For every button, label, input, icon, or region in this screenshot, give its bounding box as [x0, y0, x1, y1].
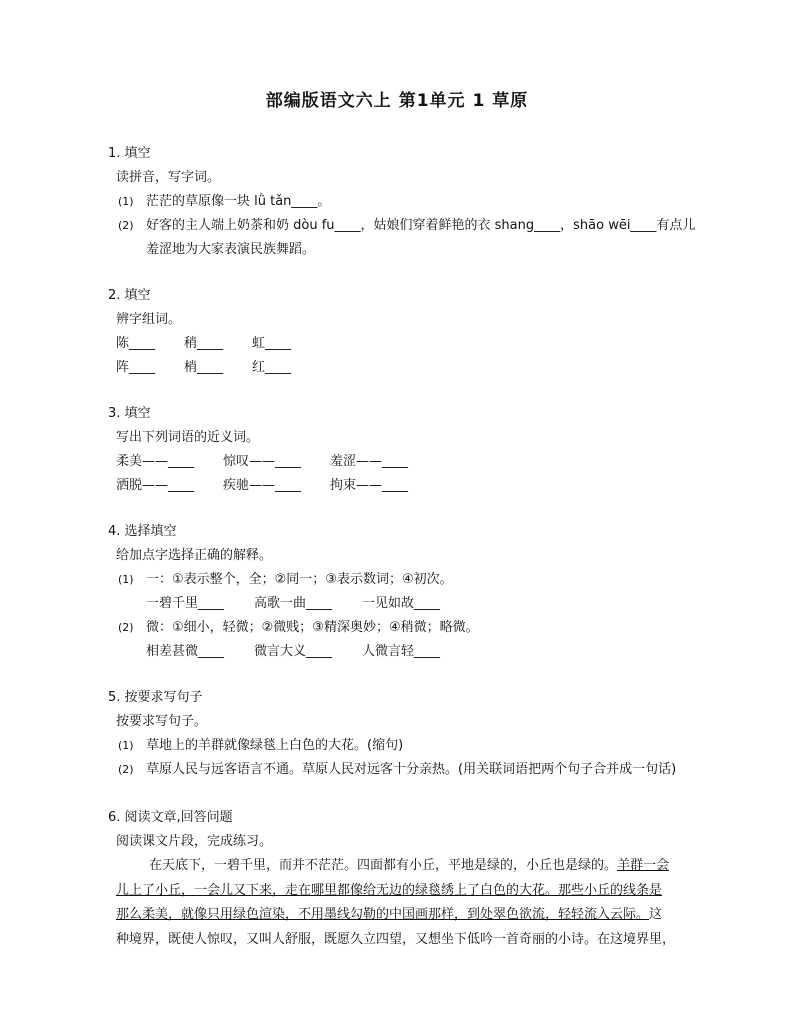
- question-5-item-1: [108, 734, 718, 758]
- question-3-heading: 3. 填空: [108, 406, 151, 421]
- question-6: [108, 806, 718, 952]
- idiom-blank: 高歌一曲____: [254, 596, 333, 611]
- word-blank: 梢____: [184, 360, 224, 375]
- passage-text: 这: [649, 907, 663, 922]
- question-5-heading: 5. 按要求写句子: [108, 690, 203, 705]
- item-text: 微：①细小，轻微；②微贱；③精深奥妙；④稍微；略微。: [146, 620, 479, 635]
- question-1-heading: 1. 填空: [108, 146, 151, 161]
- idiom-blank: 微言大义____: [254, 644, 333, 659]
- question-6-instruction: 阅读课文片段，完成练习。: [116, 834, 273, 849]
- question-1-item-1: [108, 190, 718, 214]
- question-5: [108, 686, 718, 782]
- item-number: (2): [118, 219, 134, 232]
- idiom-row: [108, 592, 718, 616]
- item-text: 草原人民与远客语言不通。草原人民对远客十分亲热。(用关联词语把两个句子合并成一句话): [146, 762, 677, 777]
- question-4-instruction: 给加点字选择正确的解释。: [116, 548, 273, 563]
- question-4-item-1: [108, 568, 718, 592]
- passage-underlined-text: 儿上了小丘，一会儿又下来，走在哪里都像给无边的绿毯绣上了白色的大花。那些小丘的线条是: [116, 882, 663, 898]
- passage-line: [116, 879, 712, 904]
- synonym-row: [108, 474, 718, 498]
- question-2: [108, 284, 718, 380]
- item-text: 茫茫的草原像一块 lǜ tǎn____。: [146, 194, 331, 209]
- idiom-row: [108, 640, 718, 664]
- item-number: (2): [118, 763, 134, 776]
- idiom-blank: 一见如故____: [362, 596, 441, 611]
- passage-underlined-text: 羊群一会: [617, 858, 670, 873]
- synonym-blank: 柔美——____: [116, 454, 195, 469]
- question-4-heading: 4. 选择填空: [108, 524, 177, 539]
- passage-text: 种境界，既使人惊叹，又叫人舒服，既愿久立四望，又想坐下低吟一首奇丽的小诗。在这境界里，: [116, 931, 676, 947]
- synonym-blank: 惊叹——____: [223, 454, 302, 469]
- item-number: (1): [118, 195, 134, 208]
- question-5-instruction: 按要求写句子。: [116, 714, 208, 729]
- passage-text: 在天底下，一碧千里，而并不茫茫。四面都有小丘，平地是绿的，小丘也是绿的。: [116, 858, 618, 873]
- word-blank: 红____: [252, 360, 292, 375]
- idiom-blank: 人微言轻____: [362, 644, 441, 659]
- synonym-blank: 疾驰——____: [223, 478, 302, 493]
- word-blank: 陈____: [116, 336, 156, 351]
- word-blank: 稍____: [184, 336, 224, 351]
- word-blank: 阵____: [116, 360, 156, 375]
- question-2-heading: 2. 填空: [108, 288, 151, 303]
- question-3-instruction: 写出下列词语的近义词。: [116, 430, 260, 445]
- word-blank: 虹____: [252, 336, 292, 351]
- question-6-heading: 6. 阅读文章,回答问题: [108, 810, 233, 825]
- page-title: 部编版语文六上 第1单元 1 草原: [265, 91, 529, 111]
- question-1-item-2-continued: 羞涩地为大家表演民族舞蹈。: [146, 242, 316, 257]
- idiom-blank: 一碧千里____: [146, 596, 225, 611]
- item-number: (1): [118, 573, 134, 586]
- question-1: [108, 142, 718, 262]
- synonym-blank: 羞涩——____: [330, 454, 409, 469]
- idiom-blank: 相差甚微____: [146, 644, 225, 659]
- item-text: 好客的主人端上奶茶和奶 dòu fu____，姑娘们穿着鲜艳的衣 shang____，shāo wēi____有点儿: [146, 218, 696, 233]
- question-3: [108, 402, 718, 498]
- passage-underlined-text: 那么柔美，就像只用绿色渲染，不用墨线勾勒的中国画那样，到处翠色欲流，轻轻流入云际。: [116, 907, 650, 922]
- synonym-blank: 洒脱——____: [116, 478, 195, 493]
- item-text: 草地上的羊群就像绿毯上白色的大花。(缩句): [146, 738, 404, 753]
- item-text: 一：①表示整个，全；②同一；③表示数词；④初次。: [146, 572, 453, 587]
- synonym-blank: 拘束——____: [330, 478, 409, 493]
- question-1-instruction: 读拼音，写字词。: [116, 170, 221, 185]
- passage-line: [116, 903, 712, 928]
- item-number: (1): [118, 739, 134, 752]
- question-5-item-2: [108, 758, 718, 782]
- passage-line: [116, 928, 712, 953]
- synonym-row: [108, 450, 718, 474]
- word-row: [108, 332, 718, 356]
- question-1-item-2: [108, 214, 718, 238]
- reading-passage: [108, 854, 712, 952]
- passage-line: [116, 854, 712, 879]
- question-4-item-2: [108, 616, 718, 640]
- item-number: (2): [118, 621, 134, 634]
- word-row: [108, 356, 718, 380]
- question-4: [108, 520, 718, 664]
- question-2-instruction: 辨字组词。: [116, 312, 182, 327]
